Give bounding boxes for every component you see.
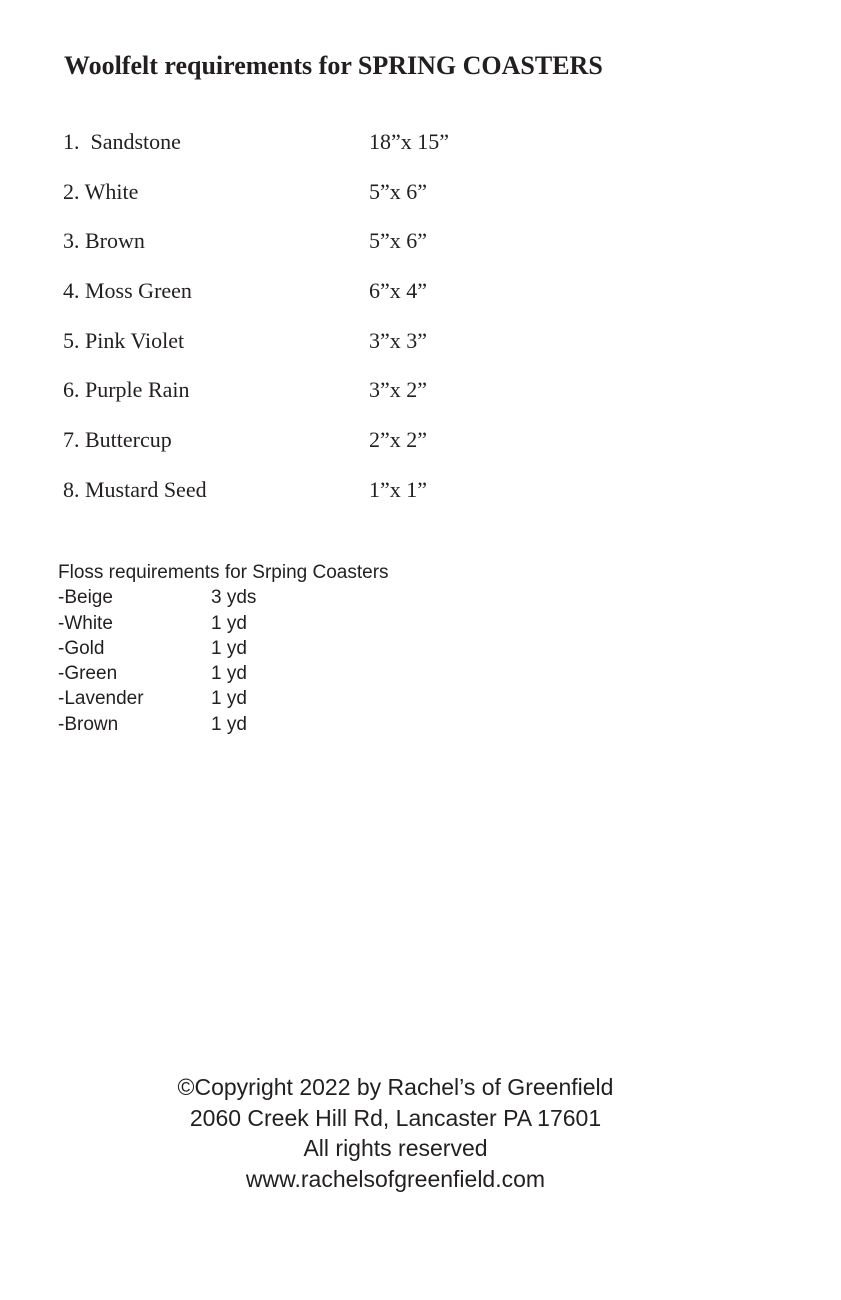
woolfelt-size: 5”x 6” xyxy=(369,228,428,254)
floss-quantity: 1 yd xyxy=(211,612,247,634)
website-line: www.rachelsofgreenfield.com xyxy=(245,1165,546,1192)
floss-quantity: 3 yds xyxy=(211,587,257,609)
woolfelt-color-name: 8. Mustard Seed xyxy=(63,476,207,502)
copyright-footer xyxy=(0,1072,791,1194)
address-line: 2060 Creek Hill Rd, Lancaster PA 17601 xyxy=(189,1104,602,1131)
floss-item xyxy=(58,636,358,661)
woolfelt-size: 5”x 6” xyxy=(369,178,428,204)
floss-quantity: 1 yd xyxy=(211,663,247,685)
woolfelt-size: 18”x 15” xyxy=(369,129,450,154)
woolfelt-color-name: 4. Moss Green xyxy=(63,278,192,304)
woolfelt-size: 3”x 2” xyxy=(369,377,428,403)
woolfelt-color-name: 3. Brown xyxy=(63,228,145,254)
woolfelt-item xyxy=(63,226,583,276)
woolfelt-color-name: 5. Pink Violet xyxy=(63,327,185,353)
floss-heading: Floss requirements for Srping Coasters xyxy=(58,562,389,583)
woolfelt-item xyxy=(63,375,583,425)
woolfelt-list xyxy=(63,127,583,525)
woolfelt-size: 3”x 3” xyxy=(369,327,428,353)
woolfelt-color-name: 1. Sandstone xyxy=(63,129,181,154)
copyright-line: ©Copyright 2022 by Rachel’s of Greenfield xyxy=(177,1074,614,1100)
floss-color-name: -Brown xyxy=(58,713,119,735)
floss-color-name: -Green xyxy=(58,663,118,685)
floss-color-name: -White xyxy=(58,612,113,634)
rights-line: All rights reserved xyxy=(303,1135,488,1161)
woolfelt-size: 1”x 1” xyxy=(369,476,428,502)
page-title: Woolfelt requirements for SPRING COASTERS xyxy=(64,51,603,80)
floss-quantity: 1 yd xyxy=(211,637,247,659)
woolfelt-item xyxy=(63,425,583,475)
woolfelt-item xyxy=(63,276,583,326)
woolfelt-item xyxy=(63,326,583,376)
woolfelt-color-name: 7. Buttercup xyxy=(63,427,172,453)
floss-section xyxy=(58,560,389,737)
woolfelt-item xyxy=(63,475,583,525)
floss-quantity: 1 yd xyxy=(211,713,247,735)
floss-item xyxy=(58,712,358,737)
woolfelt-color-name: 2. White xyxy=(63,178,139,204)
floss-color-name: -Lavender xyxy=(58,688,144,710)
woolfelt-size: 6”x 4” xyxy=(369,278,428,304)
woolfelt-color-name: 6. Purple Rain xyxy=(63,377,190,403)
floss-list xyxy=(58,585,389,737)
floss-color-name: -Gold xyxy=(58,637,105,659)
floss-item xyxy=(58,686,358,711)
floss-item xyxy=(58,661,358,686)
floss-item xyxy=(58,585,358,610)
woolfelt-size: 2”x 2” xyxy=(369,427,428,453)
woolfelt-item xyxy=(63,127,583,177)
floss-color-name: -Beige xyxy=(58,587,113,609)
floss-item xyxy=(58,611,358,636)
floss-quantity: 1 yd xyxy=(211,688,247,710)
woolfelt-item xyxy=(63,177,583,227)
